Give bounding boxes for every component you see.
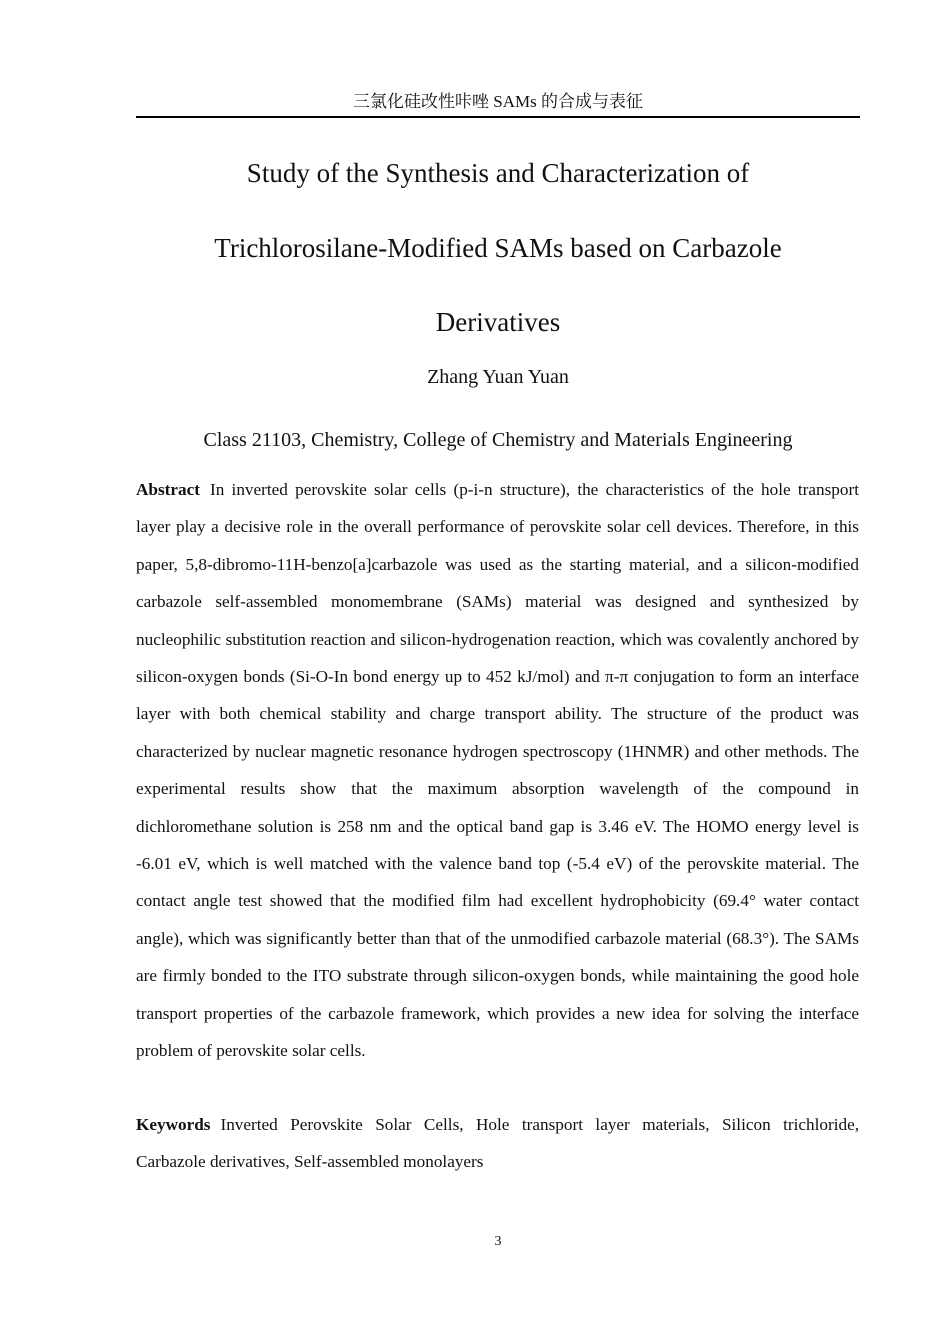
author-name: Zhang Yuan Yuan	[427, 366, 569, 388]
paper-title-line-1: Study of the Synthesis and Characterization of	[246, 158, 750, 188]
running-header	[136, 90, 860, 118]
keywords-text: Inverted Perovskite Solar Cells, Hole transport layer materials, Silicon trichloride, Carbazole derivatives, Self-assembled monolayers	[136, 1115, 859, 1172]
page-number: 3	[494, 1234, 502, 1249]
paper-title-line-3: Derivatives	[435, 307, 561, 337]
paper-title	[136, 136, 860, 360]
abstract-paragraph	[136, 471, 859, 1070]
paper-title-line-2: Trichlorosilane-Modified SAMs based on Carbazole	[214, 232, 782, 263]
author-affiliation: Class 21103, Chemistry, College of Chemistry and Materials Engineering	[203, 429, 793, 451]
abstract-text: In inverted perovskite solar cells (p-i-n structure), the characteristics of the hole transport layer play a decisive role in the overall performance of perovskite solar cell devices. Therefore, in this paper, 5,8-dibromo-11H-benzo[a]carbazole was used as the starting material, and a silicon-modified carbazole self-assembled monomembrane (SAMs) material was designed and synthesized by nucleophilic substitution reaction and silicon-hydrogenation reaction, which was covalently anchored by silicon-oxygen bonds (Si-O-In bond energy up to 452 kJ/mol) and π-π conjugation to form an interface layer with both chemical stability and charge transport ability. The structure of the product was characterized by nuclear magnetic resonance hydrogen spectroscopy (1HNMR) and other methods. The experimental results show that the maximum absorption wavelength of the compound in dichloromethane solution is 258 nm and the optical band gap is 3.46 eV. The HOMO energy level is -6.01 eV, which is well matched with the valence band top (-5.4 eV) of the perovskite material. The contact angle test showed that the modified film had excellent hydrophobicity (69.4° water contact angle), which was significantly better than that of the unmodified carbazole material (68.3°). The SAMs are firmly bonded to the ITO substrate through silicon-oxygen bonds, while maintaining the good hole transport properties of the carbazole framework, which provides a new idea for solving the interface problem of perovskite solar cells.	[136, 480, 859, 1061]
abstract-label: Abstract	[136, 480, 200, 499]
keywords-paragraph	[136, 1106, 859, 1181]
running-title: 三氯化硅改性咔唑 SAMs 的合成与表征	[353, 92, 643, 111]
keywords-label: Keywords	[136, 1115, 211, 1134]
